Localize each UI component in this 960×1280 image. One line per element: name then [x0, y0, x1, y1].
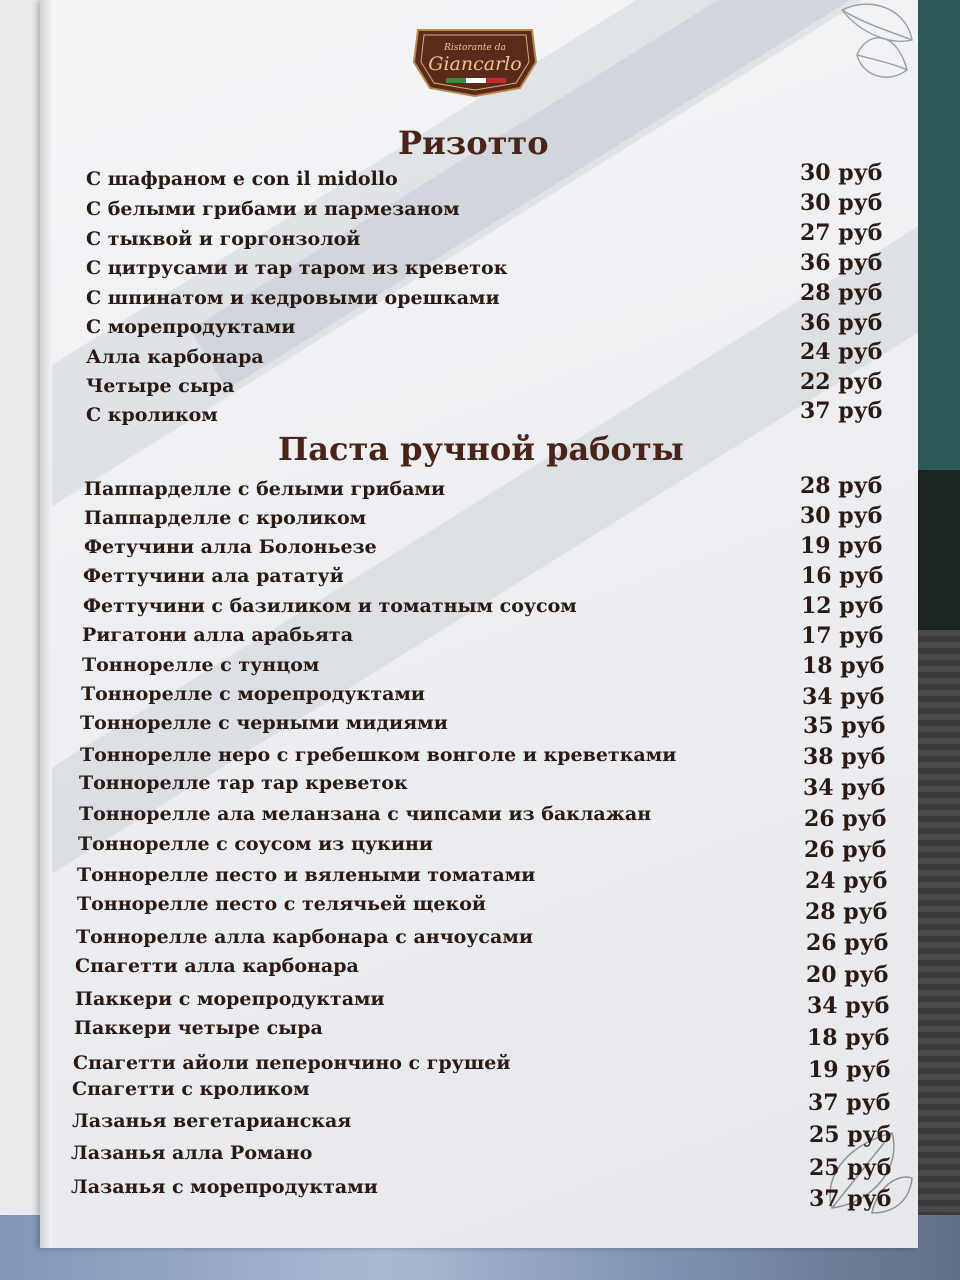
menu-item-price: 37 руб	[808, 1090, 891, 1116]
menu-item-price: 25 руб	[809, 1122, 892, 1148]
menu-item-name: Паккери с морепродуктами	[75, 988, 385, 1010]
logo-main-text: Giancarlo	[428, 53, 522, 75]
menu-item-price: 36 руб	[800, 250, 883, 276]
menu-item-name: Тоннорелле песто с телячьей щекой	[77, 893, 487, 915]
menu-item-price: 12 руб	[801, 593, 884, 619]
section-title-risotto: Ризотто	[398, 124, 549, 162]
menu-item-price: 30 руб	[800, 160, 883, 186]
menu-item-price: 37 руб	[809, 1186, 892, 1212]
menu-item-price: 30 руб	[800, 190, 883, 216]
menu-item-price: 37 руб	[800, 398, 883, 424]
menu-item-price: 28 руб	[800, 280, 883, 306]
menu-item-name: С шафраном е con il midollo	[86, 168, 398, 190]
menu-item-name: Паккери четыре сыра	[74, 1017, 323, 1039]
restaurant-logo	[410, 22, 540, 102]
menu-item-name: Тоннорелле с тунцом	[82, 654, 320, 676]
page-fold	[40, 0, 52, 1248]
menu-item-price: 34 руб	[802, 684, 885, 710]
menu-item-price: 26 руб	[804, 837, 887, 863]
menu-item-price: 19 руб	[808, 1057, 891, 1083]
menu-item-name: С шпинатом и кедровыми орешками	[86, 287, 500, 309]
menu-item-name: Тоннорелле песто и вялеными томатами	[77, 864, 536, 886]
menu-item-name: Тоннорелле с черными мидиями	[80, 712, 448, 734]
logo-top-text: Ristorante da	[444, 43, 506, 53]
menu-item-name: Тоннорелле алла карбонара с анчоусами	[76, 926, 533, 948]
menu-item-name: Ригатони алла арабьята	[82, 624, 354, 646]
menu-item-name: Спагетти айоли пеперончино с грушей	[73, 1052, 511, 1074]
menu-item-price: 18 руб	[802, 653, 885, 679]
menu-item-name: Тоннорелле тар тар креветок	[79, 772, 408, 794]
menu-item-name: Фетучини алла Болоньезе	[84, 536, 377, 558]
menu-item-price: 35 руб	[803, 713, 886, 739]
menu-item-price: 24 руб	[800, 339, 883, 365]
menu-item-price: 19 руб	[800, 533, 883, 559]
menu-item-price: 36 руб	[800, 310, 883, 336]
menu-item-name: Спагетти алла карбонара	[75, 955, 359, 977]
menu-item-name: Лазанья алла Романо	[71, 1142, 313, 1164]
section-title-pasta: Паста ручной работы	[278, 430, 684, 468]
menu-item-price: 28 руб	[800, 473, 883, 499]
menu-item-name: Тоннорелле с соусом из цукини	[78, 833, 433, 855]
menu-item-price: 34 руб	[803, 775, 886, 801]
menu-item-name: С кроликом	[86, 404, 218, 426]
menu-item-name: С тыквой и горгонзолой	[86, 228, 361, 250]
leaf-decoration-top-icon	[812, 0, 916, 92]
menu-item-name: Тоннорелле неро с гребешком вонголе и креветками	[80, 744, 677, 766]
menu-item-name: С цитрусами и тар таром из креветок	[86, 257, 508, 279]
menu-item-name: Паппарделле с белыми грибами	[84, 478, 446, 500]
menu-item-name: Лазанья с морепродуктами	[71, 1176, 378, 1198]
menu-item-price: 20 руб	[806, 962, 889, 988]
menu-item-name: Феттучини с базиликом и томатным соусом	[83, 595, 577, 617]
menu-item-price: 38 руб	[803, 744, 886, 770]
background-right-fabric	[915, 630, 960, 1280]
menu-item-name: Тоннорелле ала меланзана с чипсами из баклажан	[79, 803, 652, 825]
menu-item-name: Паппарделле с кроликом	[84, 507, 367, 529]
menu-item-name: Феттучини ала рататуй	[83, 565, 344, 587]
menu-item-price: 26 руб	[804, 806, 887, 832]
menu-item-price: 25 руб	[809, 1155, 892, 1181]
menu-item-name: Алла карбонара	[86, 346, 264, 368]
menu-item-name: Лазанья вегетарианская	[72, 1110, 352, 1132]
menu-item-name: С белыми грибами и пармезаном	[86, 198, 460, 220]
menu-item-price: 24 руб	[805, 868, 888, 894]
menu-item-price: 34 руб	[807, 993, 890, 1019]
menu-item-price: 27 руб	[800, 220, 883, 246]
background-right-dark	[915, 470, 960, 630]
menu-item-price: 16 руб	[801, 563, 884, 589]
menu-item-name: Четыре сыра	[86, 375, 235, 397]
menu-item-price: 17 руб	[801, 623, 884, 649]
menu-item-name: Тоннорелле с морепродуктами	[81, 683, 425, 705]
menu-item-price: 26 руб	[806, 930, 889, 956]
menu-item-name: С морепродуктами	[86, 316, 296, 338]
menu-item-price: 22 руб	[800, 369, 883, 395]
menu-item-price: 18 руб	[807, 1025, 890, 1051]
menu-item-price: 30 руб	[800, 503, 883, 529]
menu-item-name: Спагетти с кроликом	[72, 1078, 310, 1100]
menu-item-price: 28 руб	[805, 899, 888, 925]
background-right-teal	[915, 0, 960, 470]
